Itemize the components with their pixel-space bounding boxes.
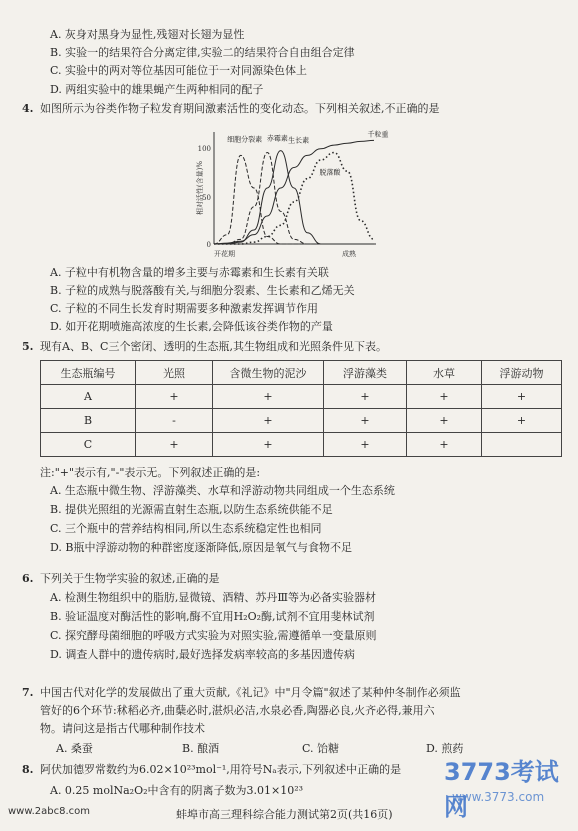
q5-number: 5. — [22, 340, 34, 353]
y-tick-100: 100 — [197, 145, 211, 153]
q7-line-1: 中国古代对化学的发展做出了重大贡献,《礼记》中"月令篇"叙述了某种仲冬制作必须监 — [40, 686, 461, 699]
q6-stem: 下列关于生物学实验的叙述,正确的是 — [40, 572, 220, 585]
q4-number: 4. — [22, 102, 34, 115]
table-cell: + — [482, 409, 562, 433]
series-label-4: 脱落酸 — [319, 168, 341, 177]
table-header-cell: 生态瓶编号 — [41, 361, 136, 385]
series-label-1: 赤霉素 — [266, 134, 288, 143]
hormone-activity-chart — [192, 128, 392, 264]
table-cell: + — [136, 385, 213, 409]
q8-number: 8. — [22, 763, 34, 776]
q5-option-c: C. 三个瓶中的营养结构相同,所以生态系统稳定性也相同 — [50, 522, 322, 535]
q3-option-d: D. 两组实验中的雄果蝇产生两种相同的配子 — [50, 83, 264, 96]
table-header-cell: 光照 — [136, 361, 213, 385]
series-line-3 — [214, 140, 374, 244]
q5-option-a: A. 生态瓶中微生物、浮游藻类、水草和浮游动物共同组成一个生态系统 — [50, 484, 395, 497]
q7-line-2: 管好的6个环节:秫稻必齐,曲蘖必时,湛炽必洁,水泉必香,陶器必良,火齐必得,兼用六 — [40, 704, 435, 717]
x-end-label: 成熟 — [342, 250, 356, 258]
q3-option-a: A. 灰身对黑身为显性,残翅对长翅为显性 — [50, 28, 245, 41]
series-line-2 — [214, 151, 374, 244]
table-cell: + — [324, 385, 407, 409]
table-row — [41, 385, 562, 409]
q6-option-c: C. 探究酵母菌细胞的呼吸方式实验为对照实验,需遵循单一变量原则 — [50, 629, 377, 642]
table-cell: + — [324, 409, 407, 433]
q4-stem: 如图所示为谷类作物子粒发育期间激素活性的变化动态。下列相关叙述,不正确的是 — [40, 102, 440, 115]
q7-option-a: A. 桑蚕 — [56, 742, 93, 755]
table-cell: - — [136, 409, 213, 433]
table-header-cell: 含微生物的泥沙 — [213, 361, 324, 385]
watermark-left: www.2abc8.com — [8, 806, 91, 817]
q7-option-c: C. 饴糖 — [302, 742, 340, 755]
table-cell — [482, 433, 562, 457]
table-header-cell: 水草 — [407, 361, 482, 385]
q5-stem: 现有A、B、C三个密闭、透明的生态瓶,其生物组成和光照条件见下表。 — [40, 340, 387, 353]
series-line-1 — [214, 153, 374, 244]
q6-option-b: B. 验证温度对酶活性的影响,酶不宜用H₂O₂酶,试剂不宜用斐林试剂 — [50, 610, 375, 623]
q3-option-c: C. 实验中的两对等位基因可能位于一对同源染色体上 — [50, 64, 308, 77]
q5-option-b: B. 提供光照组的光源需直射生态瓶,以防生态系统供能不足 — [50, 503, 333, 516]
table-cell: B — [41, 409, 136, 433]
table-cell: + — [213, 385, 324, 409]
table-row — [41, 433, 562, 457]
q6-option-d: D. 调查人群中的遗传病时,最好选择发病率较高的多基因遗传病 — [50, 648, 355, 661]
q4-option-a: A. 子粒中有机物含量的增多主要与赤霉素和生长素有关联 — [50, 266, 329, 279]
y-tick-0: 0 — [206, 241, 211, 249]
watermark-url: www.3773.com — [452, 790, 545, 804]
q4-option-c: C. 子粒的不同生长发育时期需要多种激素发挥调节作用 — [50, 302, 319, 315]
q3-option-b: B. 实验一的结果符合分离定律,实验二的结果符合自由组合定律 — [50, 46, 355, 59]
q8-option-a: A. 0.25 molNa₂O₂中含有的阴离子数为3.01×10²³ — [50, 784, 304, 797]
table-cell: C — [41, 433, 136, 457]
table-cell: + — [136, 433, 213, 457]
q7-option-d: D. 煎药 — [426, 742, 464, 755]
series-line-4 — [214, 153, 374, 244]
watermark-logo: 3773考试网 — [444, 758, 559, 821]
q8-stem: 阿伏加德罗常数约为6.02×10²³mol⁻¹,用符号Nₐ表示,下列叙述中正确的是 — [40, 763, 402, 776]
q4-option-d: D. 如开花期喷施高浓度的生长素,会降低该谷类作物的产量 — [50, 320, 333, 333]
x-start-label: 开花期 — [214, 250, 235, 258]
page-footer: 蚌埠市高三理科综合能力测试第2页(共16页) — [176, 808, 393, 821]
y-tick-50: 50 — [202, 194, 211, 202]
table-cell: + — [213, 433, 324, 457]
q6-number: 6. — [22, 572, 34, 585]
table-cell: + — [407, 409, 482, 433]
table-cell: + — [213, 409, 324, 433]
table-cell: + — [407, 385, 482, 409]
q7-line-3: 物。请问这是指古代哪种制作技术 — [40, 722, 205, 735]
q5-note: 注:"+"表示有,"-"表示无。下列叙述正确的是: — [40, 466, 261, 479]
series-label-2: 生长素 — [288, 136, 310, 145]
series-line-0 — [214, 155, 374, 244]
table-header-cell: 浮游动物 — [482, 361, 562, 385]
eco-bottle-table — [40, 360, 562, 457]
table-header-row — [41, 361, 562, 385]
table-cell: + — [324, 433, 407, 457]
q7-option-b: B. 酿酒 — [182, 742, 220, 755]
table-cell: + — [407, 433, 482, 457]
q6-option-a: A. 检测生物组织中的脂肪,显微镜、酒精、苏丹Ⅲ等为必备实验器材 — [50, 591, 377, 604]
y-axis-label: 相对活性(含量)% — [196, 160, 204, 216]
q7-number: 7. — [22, 686, 34, 699]
table-cell: A — [41, 385, 136, 409]
series-label-0: 细胞分裂素 — [227, 135, 263, 144]
table-header-cell: 浮游藻类 — [324, 361, 407, 385]
q5-option-d: D. B瓶中浮游动物的种群密度逐渐降低,原因是氧气与食物不足 — [50, 541, 352, 554]
q4-option-b: B. 子粒的成熟与脱落酸有关,与细胞分裂素、生长素和乙烯无关 — [50, 284, 355, 297]
table-cell: + — [482, 385, 562, 409]
table-row — [41, 409, 562, 433]
series-label-3: 千粒重 — [367, 130, 389, 139]
